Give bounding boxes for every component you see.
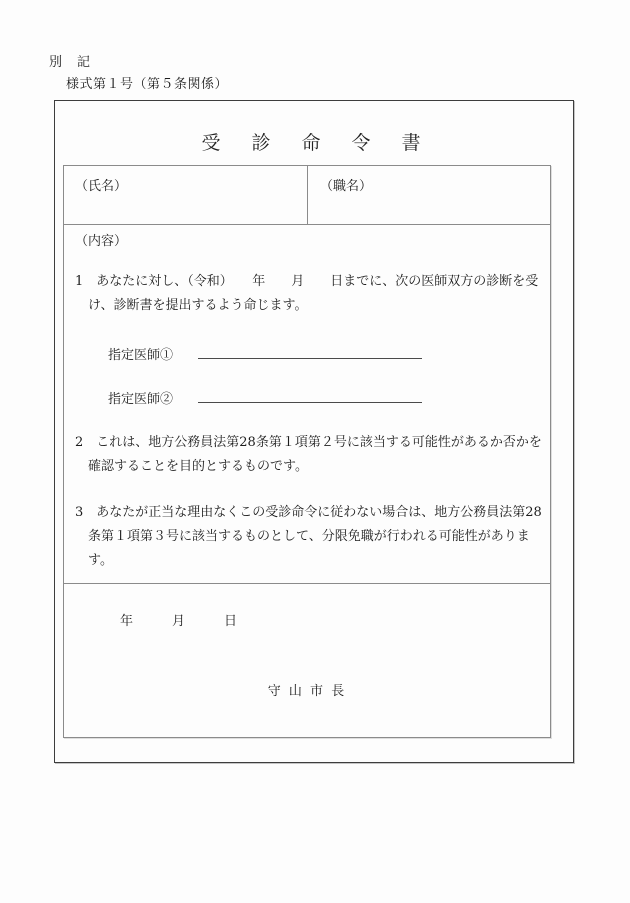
position-cell — [308, 166, 550, 224]
form-reference: 様式第１号（第５条関係） — [66, 77, 229, 92]
designated-doctor-2-label: 指定医師② — [108, 392, 174, 407]
name-position-row — [64, 166, 550, 225]
position-label: （職名） — [320, 179, 373, 194]
designated-doctor-2-row — [75, 391, 542, 409]
paragraph-2-line-1: 2 これは、地方公務員法第28条第１項第２号に該当する可能性があるか否かを — [75, 435, 542, 450]
form-table — [63, 165, 551, 738]
paragraph-1-line-2: け、診断書を提出するよう命じます。 — [88, 298, 308, 313]
signature-section — [64, 584, 550, 737]
paragraph-3-line-3: す。 — [88, 553, 113, 568]
paragraph-1 — [75, 270, 542, 318]
name-cell — [64, 166, 308, 224]
paragraph-3-line-1: 3 あなたが正当な理由なくこの受診命令に従わない場合は、地方公務員法第28 — [75, 505, 542, 520]
form-title: 受 診 命 令 書 — [201, 132, 427, 154]
form-outer-box — [54, 100, 574, 763]
content-label: （内容） — [75, 234, 128, 249]
content-cell — [64, 225, 550, 584]
signature-date-line: 年 月 日 — [120, 614, 238, 629]
designated-doctor-1-blank-line — [198, 347, 422, 359]
paragraph-1-line-1: 1 あなたに対し、（令和） 年 月 日までに、次の医師双方の診断を受 — [75, 274, 539, 289]
designated-doctor-1-label: 指定医師① — [108, 348, 174, 363]
designated-doctor-1-row — [75, 347, 542, 365]
paragraph-2-line-2: 確認することを目的とするものです。 — [88, 459, 308, 474]
paragraph-2 — [75, 431, 542, 479]
paragraph-3-line-2: 条第１項第３号に該当するものとして、分限免職が行われる可能性がありま — [88, 529, 530, 544]
paragraph-3 — [75, 501, 542, 573]
designated-doctor-2-blank-line — [198, 391, 422, 403]
mayor-signature: 守 山 市 長 — [267, 684, 347, 699]
name-label: （氏名） — [75, 179, 128, 194]
margin-note: 別 記 — [49, 55, 92, 70]
